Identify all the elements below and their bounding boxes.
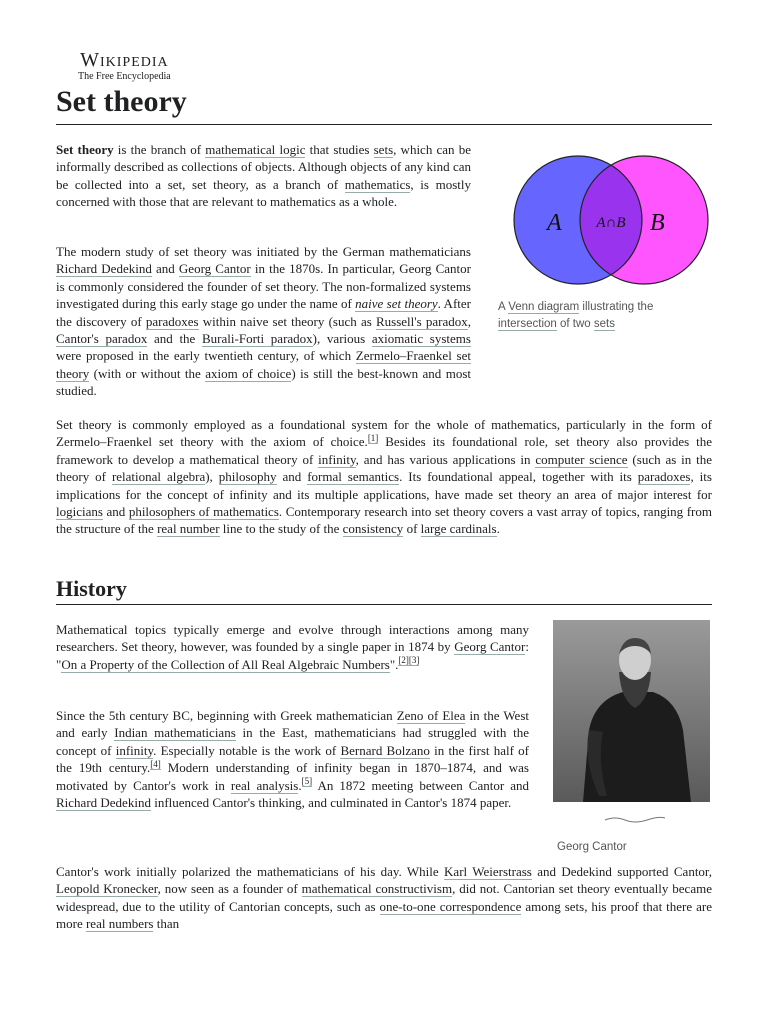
cantor-portrait[interactable] bbox=[553, 620, 710, 832]
link-mathematics[interactable]: mathematics bbox=[344, 176, 411, 192]
text: An 1872 meeting between Cantor and bbox=[312, 777, 529, 793]
link-paradoxes[interactable]: paradoxes bbox=[637, 469, 691, 485]
cantor-figure bbox=[553, 620, 710, 856]
reference-link[interactable]: [4] bbox=[150, 758, 161, 769]
text: . Contemporary research into set theory covers a vast array of topics, ranging from the structure of the bbox=[56, 504, 713, 537]
text: in the first half of the 19th century. bbox=[56, 742, 529, 776]
link-georg-cantor[interactable]: Georg Cantor bbox=[178, 261, 251, 277]
link-richard-dedekind[interactable]: Richard Dedekind bbox=[56, 795, 151, 811]
history-paragraph-3 bbox=[56, 863, 712, 933]
link-infinity[interactable]: infinity bbox=[318, 451, 356, 467]
reference-link[interactable]: [1] bbox=[367, 433, 379, 444]
caption-text: A bbox=[498, 301, 509, 313]
venn-label-intersection: A∩B bbox=[596, 215, 626, 231]
section-heading-history: History bbox=[56, 576, 127, 601]
intro-paragraph-2 bbox=[56, 243, 712, 400]
text: (with or without the bbox=[89, 365, 206, 381]
link-georg-cantor[interactable]: Georg Cantor bbox=[454, 639, 526, 655]
text: were proposed in the early twentieth century, of which bbox=[56, 348, 356, 364]
venn-label-a: A bbox=[547, 210, 562, 236]
history-divider bbox=[56, 604, 712, 605]
text: in the East, mathematicians had struggled with the concept of bbox=[56, 725, 529, 758]
lead-term: Set theory bbox=[56, 142, 114, 157]
link-mathematical-logic[interactable]: mathematical logic bbox=[205, 142, 306, 157]
text: . bbox=[298, 777, 302, 793]
text: . Especially notable is the work of bbox=[153, 742, 341, 758]
text: Besides its foundational role, set theory also provides the framework to develop a mathematical theory of bbox=[56, 434, 712, 467]
text: , now seen as a founder of bbox=[157, 881, 302, 897]
text: and the bbox=[147, 331, 203, 347]
link-axiom-of-choice[interactable]: axiom of choice bbox=[205, 365, 292, 381]
text: and bbox=[102, 504, 129, 520]
text: ". bbox=[389, 656, 399, 672]
text: The modern study of set theory was initiated by the German mathematicians bbox=[56, 244, 471, 259]
text: ), various bbox=[312, 331, 372, 347]
history-paragraph-1 bbox=[56, 621, 529, 673]
link-logicians[interactable]: logicians bbox=[56, 504, 103, 520]
link-one-to-one-correspondence[interactable]: one-to-one correspondence bbox=[379, 898, 522, 914]
link-intersection[interactable]: intersection bbox=[498, 318, 557, 330]
link-real-analysis[interactable]: real analysis bbox=[230, 777, 299, 793]
text: Since the 5th century BC, beginning with Greek mathematician bbox=[56, 708, 397, 723]
caption-text: of two bbox=[556, 318, 594, 330]
link-formal-semantics[interactable]: formal semantics bbox=[307, 469, 400, 485]
text: Set theory is commonly employed as a foundational system for the whole of mathematics, particularly in the form of Zermelo–Fraenkel set theory with the axiom of choice. bbox=[56, 417, 712, 450]
link-naive-set-theory[interactable]: naive set theory bbox=[355, 296, 438, 312]
link-axiomatic-systems[interactable]: axiomatic systems bbox=[371, 331, 471, 347]
text: and bbox=[151, 261, 179, 277]
link-infinity[interactable]: infinity bbox=[115, 742, 154, 758]
text: , and has various applications in bbox=[355, 451, 536, 467]
text: , bbox=[467, 313, 471, 329]
page-title: Set theory bbox=[56, 85, 187, 118]
text: , its implications for the concept of infinity and its multiple applications, have made set theory an area of major interest for bbox=[56, 469, 712, 502]
text: line to the study of the bbox=[219, 521, 343, 537]
logo-wordmark: Wikipedia bbox=[80, 49, 169, 71]
intro-paragraph-3 bbox=[56, 416, 712, 538]
text: and Dedekind supported Cantor, bbox=[531, 864, 712, 879]
link-relational-algebra[interactable]: relational algebra bbox=[111, 469, 206, 485]
link-mathematical-constructivism[interactable]: mathematical constructivism bbox=[301, 881, 453, 897]
link-real-number[interactable]: real number bbox=[157, 521, 220, 537]
text: influenced Cantor's thinking, and culminated in Cantor's 1874 paper. bbox=[150, 795, 512, 811]
link-large-cardinals[interactable]: large cardinals bbox=[420, 521, 497, 537]
text: ), bbox=[205, 469, 219, 485]
link-sets[interactable]: sets bbox=[373, 142, 394, 157]
link-real-numbers[interactable]: real numbers bbox=[85, 916, 154, 932]
link-zeno-of-elea[interactable]: Zeno of Elea bbox=[396, 708, 466, 723]
link-bernard-bolzano[interactable]: Bernard Bolzano bbox=[340, 742, 430, 758]
text: in the 1870s. In particular, Georg Cantor is commonly considered the founder of set theory. The non-formalized systems investigated during this early stage go under the name of bbox=[56, 261, 471, 312]
link-leopold-kronecker[interactable]: Leopold Kronecker bbox=[56, 881, 158, 897]
text: (such as in the theory of bbox=[56, 451, 712, 485]
caption-text: illustrating the bbox=[579, 301, 654, 313]
link-philosophy[interactable]: philosophy bbox=[218, 469, 277, 485]
link-indian-mathematicians[interactable]: Indian mathematicians bbox=[114, 725, 236, 741]
link-venn-diagram[interactable]: Venn diagram bbox=[508, 301, 580, 313]
text: of bbox=[403, 521, 421, 537]
reference-link[interactable]: [5] bbox=[301, 776, 313, 787]
text: : " bbox=[56, 639, 529, 672]
text: , which can be informally described as collections of objects. Although objects of any kind can be collected into a set, set theory, as a branch of bbox=[56, 142, 471, 192]
text: than bbox=[153, 916, 180, 932]
text: Mathematical topics typically emerge and evolve through interactions among many researchers. Set theory, however, was founded by a single paper in 1874 by bbox=[56, 622, 529, 655]
title-divider bbox=[56, 124, 712, 125]
link-consistency[interactable]: consistency bbox=[342, 521, 404, 537]
link-russells-paradox[interactable]: Russell's paradox bbox=[375, 313, 468, 329]
text: and bbox=[276, 469, 308, 485]
link-paradoxes[interactable]: paradoxes bbox=[145, 313, 199, 329]
link-philosophers-of-mathematics[interactable]: philosophers of mathematics bbox=[128, 504, 279, 520]
text: among sets, his proof that there are more bbox=[56, 898, 712, 932]
link-karl-weierstrass[interactable]: Karl Weierstrass bbox=[444, 864, 532, 879]
wikipedia-logo[interactable] bbox=[78, 50, 171, 82]
link-zermelo-fraenkel[interactable]: Zermelo–Fraenkel set theory bbox=[56, 348, 471, 381]
text: is the branch of bbox=[113, 142, 206, 157]
text: Cantor's work initially polarized the mathematicians of his day. While bbox=[56, 864, 445, 879]
link-cantors-paradox[interactable]: Cantor's paradox bbox=[56, 331, 148, 347]
text: . bbox=[496, 521, 500, 537]
text: . Its foundational appeal, together with its bbox=[399, 469, 638, 485]
text: that studies bbox=[305, 142, 374, 157]
cantor-caption: Georg Cantor bbox=[557, 841, 627, 853]
text: within naive set theory (such as bbox=[198, 313, 376, 329]
link-burali-forti-paradox[interactable]: Burali-Forti paradox bbox=[202, 331, 313, 347]
text: in the West and early bbox=[56, 708, 529, 741]
logo-tagline: The Free Encyclopedia bbox=[78, 71, 171, 82]
text: . After the discovery of bbox=[56, 296, 471, 329]
intro-paragraph-1 bbox=[56, 141, 471, 211]
text: , is mostly concerned with those that are relevant to mathematics as a whole. bbox=[56, 176, 471, 210]
link-richard-dedekind[interactable]: Richard Dedekind bbox=[56, 261, 152, 277]
link-computer-science[interactable]: computer science bbox=[535, 451, 628, 467]
venn-label-b: B bbox=[650, 210, 665, 236]
text: Modern understanding of infinity began in 1870–1874, and was motivated by Cantor's work in bbox=[56, 760, 529, 793]
link-cantor-paper[interactable]: On a Property of the Collection of All Real Algebraic Numbers bbox=[61, 656, 390, 672]
history-paragraph-2 bbox=[56, 707, 529, 811]
link-sets[interactable]: sets bbox=[593, 318, 615, 330]
text: ) is still the best-known and most studied. bbox=[56, 365, 471, 399]
text: , did not. Cantorian set theory eventually became widespread, due to the utility of Cantorian concepts, such as bbox=[56, 881, 712, 914]
reference-link[interactable]: [2][3] bbox=[398, 655, 420, 666]
